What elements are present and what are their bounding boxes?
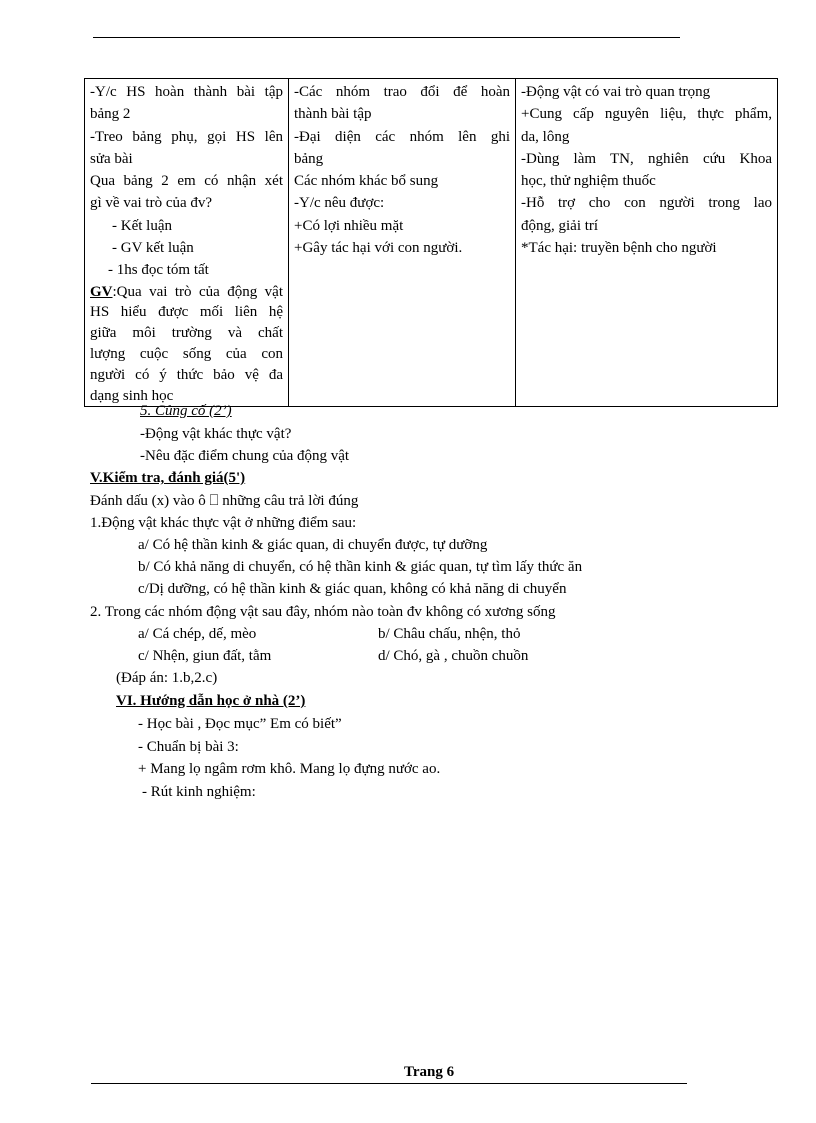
teacher-activity-cell [85,79,289,407]
cell-line: gì về vai trò của đv? [90,195,213,212]
kiemtra-heading: V.Kiểm tra, đánh giá(5') [90,470,246,486]
cell-line: -Y/c nêu được: [294,195,385,212]
answer-option: d/ Chó, gà , chuồn chuồn [378,648,529,664]
cell-line: Các nhóm khác bổ sung [294,173,439,190]
cell-line: -Động vật có vai trò quan trọng [521,84,711,100]
cell-line: động, giải trí [521,217,599,234]
gv-note [90,282,283,303]
answer-key: (Đáp án: 1.b,2.c) [116,670,218,686]
cell-line: lượng cuộc sống của con [90,346,283,363]
cell-line: dạng sinh học [90,387,174,404]
cell-line: -Y/c HS hoàn thành bài tập [90,84,283,100]
cell-line: -Các nhóm trao đổi để hoàn [294,84,510,100]
cell-line: học, thử nghiệm thuốc [521,173,656,190]
cell-line: da, lông [521,128,570,145]
huongdan-item: - Rút kinh nghiệm: [142,784,256,800]
cell-line: +Cung cấp nguyên liệu, thực phẩm, [521,106,772,123]
cell-line: :Qua vai trò của động vật [112,283,283,300]
huongdan-item: + Mang lọ ngâm rơm khô. Mang lọ đựng nước ao. [138,761,441,777]
answer-option: b/ Có khả năng di chuyển, có hệ thần kinh & giác quan, tự tìm lấy thức ăn [138,559,583,575]
cell-line: bảng 2 [90,106,131,123]
huongdan-item: - Chuẩn bị bài 3: [138,739,239,755]
cungco-item: -Nêu đặc điểm chung của động vật [140,448,350,464]
cell-line: -Hỗ trợ cho con người trong lao [521,195,772,212]
gv-label: GV [90,283,113,300]
cell-line: -Treo bảng phụ, gọi HS lên [90,128,283,145]
footer-rule [91,1083,687,1084]
question-1: 1.Động vật khác thực vật ở những điểm sau: [90,515,357,531]
cell-line: Qua bảng 2 em có nhận xét [90,173,283,190]
cell-line: người có ý thức bảo vệ đa [90,366,283,383]
huongdan-heading: VI. Hướng dẫn học ở nhà (2’) [116,693,306,709]
cell-line: giữa môi trường và chất [90,325,283,342]
kiemtra-instruction: Đánh dấu (x) vào ô ⎕ những câu trả lời đúng [90,493,359,509]
student-activity-cell [289,79,516,407]
answer-option: c/ Nhện, giun đất, tằm [138,648,272,664]
cell-line: -Đại diện các nhóm lên ghi [294,128,510,145]
cell-line: - Kết luận [112,217,172,234]
page-number: Trang 6 [404,1064,455,1080]
answer-option: a/ Cá chép, dế, mèo [138,626,257,642]
lesson-table [84,78,778,407]
cell-line: - 1hs đọc tóm tất [108,262,209,279]
answer-option: b/ Châu chấu, nhện, thỏ [378,626,521,642]
cungco-item: -Động vật khác thực vật? [140,426,292,442]
content-cell [516,79,778,407]
cell-line: bảng [294,150,324,167]
question-2: 2. Trong các nhóm động vật sau đây, nhóm nào toàn đv không có xương sống [90,604,556,620]
huongdan-item: - Học bài , Đọc mục” Em có biết” [138,716,342,732]
table-row [85,79,778,407]
cell-line: sửa bài [90,150,133,167]
cell-line: *Tác hại: truyền bệnh cho người [521,240,717,257]
cell-line: -Dùng làm TN, nghiên cứu Khoa [521,150,772,167]
cungco-heading: 5. Củng cố (2’) [140,403,232,419]
cell-line: HS hiểu được mối liên hệ [90,304,283,321]
cell-line: - GV kết luận [112,240,194,257]
cell-line: +Có lợi nhiều mặt [294,217,404,234]
answer-option: a/ Có hệ thần kinh & giác quan, di chuyển được, tự dưỡng [138,537,488,553]
header-rule [93,37,680,38]
cell-line: +Gây tác hại với con người. [294,240,463,257]
cell-line: thành bài tập [294,106,372,123]
answer-option: c/Dị dưỡng, có hệ thần kinh & giác quan, không có khả năng di chuyển [138,581,567,597]
